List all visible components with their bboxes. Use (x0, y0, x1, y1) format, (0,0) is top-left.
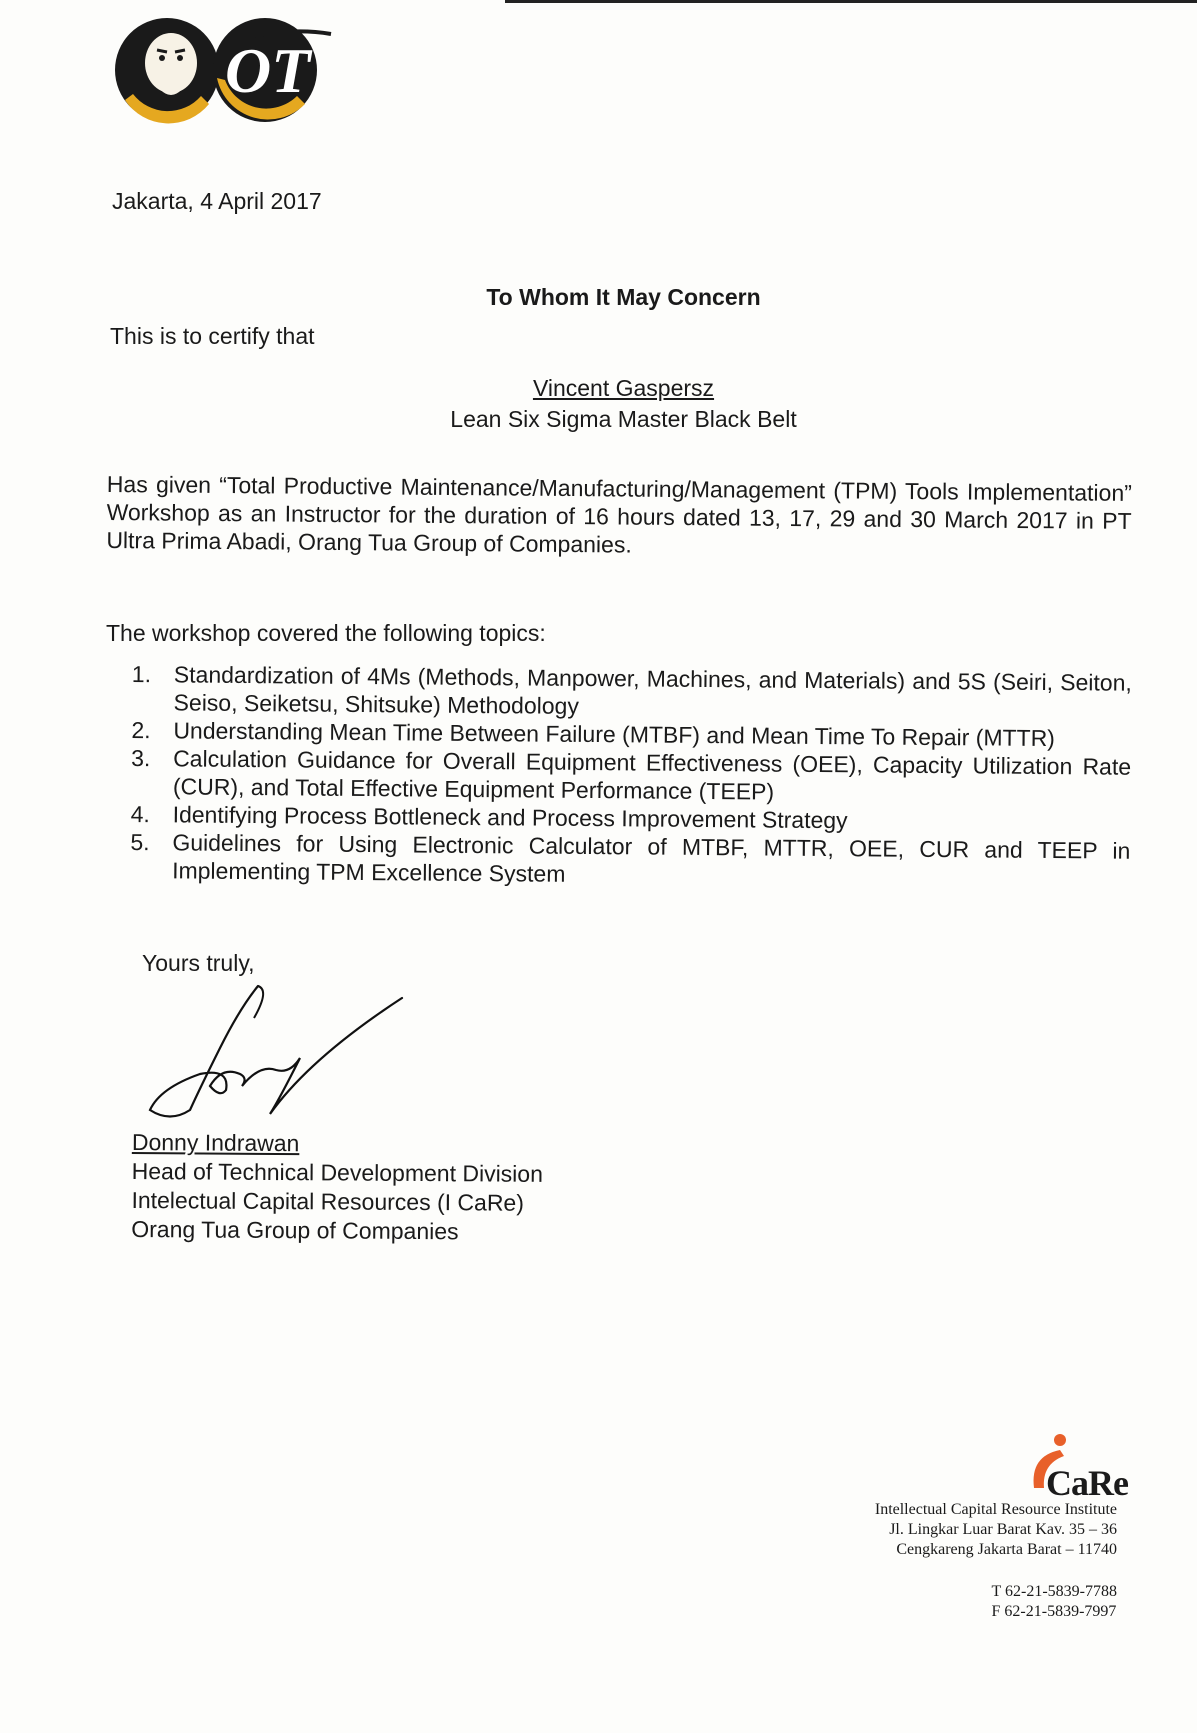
certify-line: This is to certify that (110, 323, 315, 349)
top-border-line (505, 0, 1197, 3)
ot-logo-text: OT (225, 35, 311, 106)
signer-block (131, 1128, 543, 1247)
signer-department: Intelectual Capital Resources (I CaRe) (131, 1186, 525, 1216)
body-paragraph: Has given “Total Productive Maintenance/Manufacturing/Management (TPM) Tools Implementation” Workshop as an Instructor for the duration of 16 hours dated 13, 17, 29 and 30 March 2017 in PT Ultra Prima Abadi, Orang Tua Group of Companies. (106, 470, 1132, 558)
list-item-number: 3. (131, 744, 151, 772)
signer-company: Orang Tua Group of Companies (131, 1215, 459, 1245)
signer-name: Donny Indrawan (131, 1129, 300, 1157)
list-item (131, 744, 1131, 809)
list-item (132, 660, 1132, 725)
list-item-text: Calculation Guidance for Overall Equipment Effectiveness (OEE), Capacity Utilization Rate (CUR), and Total Effective Equipment Performance (TEEP) (172, 745, 1132, 805)
recipient-name: Vincent Gaspersz (532, 375, 715, 401)
list-item-number: 2. (131, 716, 151, 744)
recipient-title: Lean Six Sigma Master Black Belt (450, 406, 797, 432)
list-item-text: Guidelines for Using Electronic Calculator of MTBF, MTTR, OEE, CUR and TEEP in Implementing TPM Excellence System (172, 829, 1131, 887)
signature-icon (130, 978, 420, 1123)
closing-line: Yours truly, (142, 950, 255, 976)
list-item-text: Standardization of 4Ms (Methods, Manpower, Machines, and Materials) and 5S (Seiri, Seiton, Seiso, Seiketsu, Shitsuke) Methodology (173, 661, 1132, 719)
phone-number: T 62-21-5839-7788 (991, 1583, 1117, 1600)
topics-list (130, 660, 1132, 893)
institute-address-line1: Jl. Lingkar Luar Barat Kav. 35 – 36 (889, 1521, 1117, 1538)
signer-position: Head of Technical Development Division (131, 1157, 544, 1187)
institute-address-line2: Cengkareng Jakarta Barat – 11740 (896, 1541, 1117, 1558)
list-item-number: 4. (130, 800, 150, 828)
list-item-number: 1. (131, 660, 152, 688)
list-item-text: Identifying Process Bottleneck and Process Improvement Strategy (172, 801, 848, 834)
care-logo-text: CaRe (1046, 1463, 1128, 1503)
contact-block (992, 1582, 1117, 1622)
recipient-block (0, 373, 1197, 435)
list-item-number: 5. (130, 828, 150, 856)
letter-date: Jakarta, 4 April 2017 (112, 188, 322, 214)
fax-number: F 62-21-5839-7997 (991, 1603, 1117, 1620)
list-item-text: Understanding Mean Time Between Failure (MTBF) and Mean Time To Repair (MTTR) (173, 717, 1056, 752)
ot-logo-icon (105, 8, 335, 128)
topics-intro: The workshop covered the following topics: (106, 620, 546, 646)
institute-name: Intellectual Capital Resource Institute (874, 1501, 1117, 1518)
institute-block (875, 1500, 1117, 1560)
list-item (130, 828, 1130, 893)
letter-heading: To Whom It May Concern (486, 284, 761, 310)
